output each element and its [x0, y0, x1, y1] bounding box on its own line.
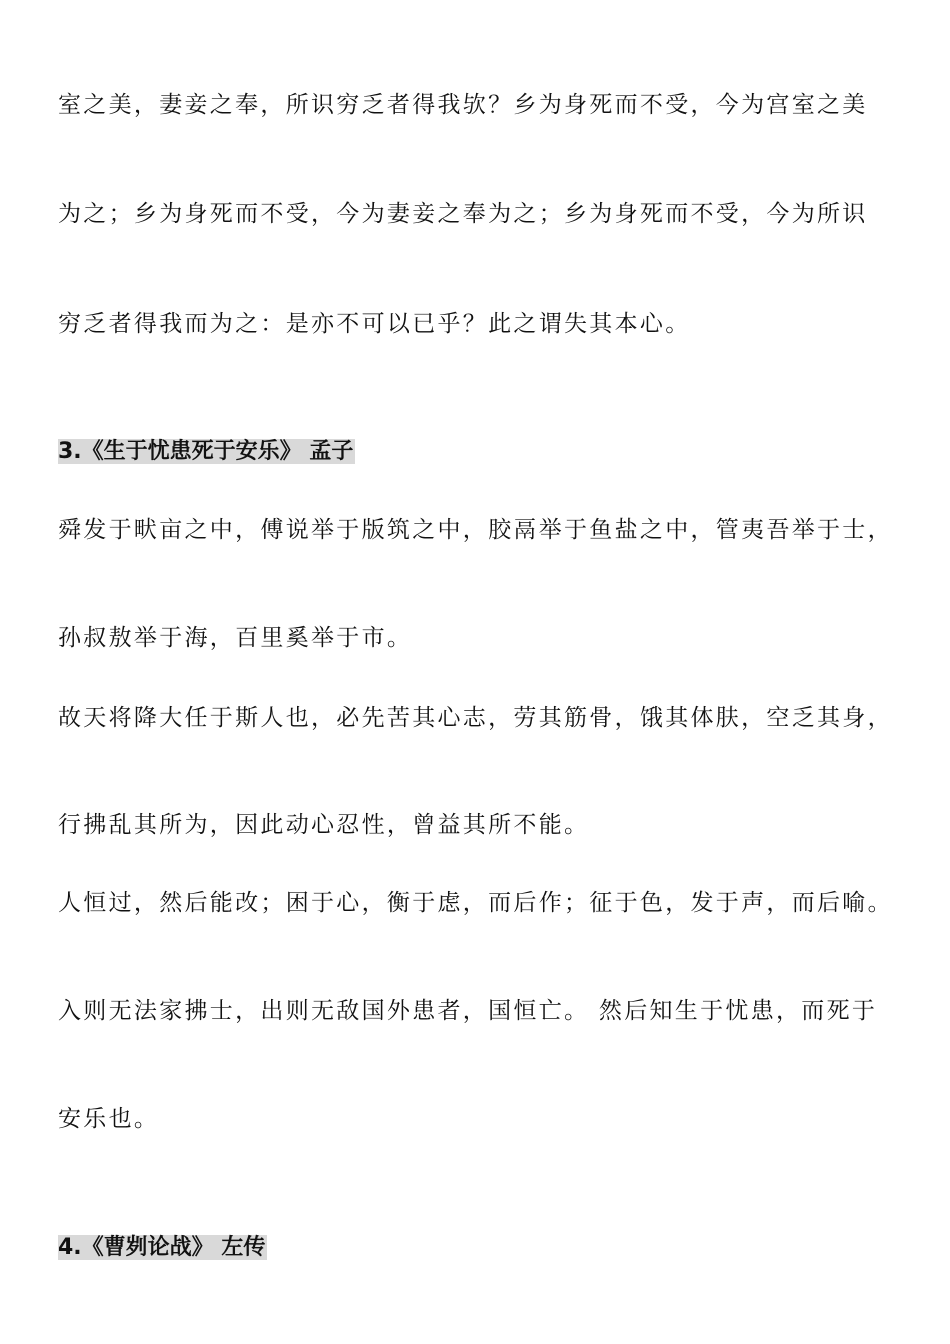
text-line: 室之美，妻妾之奉，所识穷乏者得我欤？乡为身死而不受，今为宫室之美: [58, 92, 868, 118]
text-line: 入则无法家拂士，出则无敌国外患者，国恒亡。 然后知生于忧患，而死于: [58, 998, 878, 1024]
text-line: 穷乏者得我而为之：是亦不可以已乎？此之谓失其本心。: [58, 311, 691, 337]
text-line: 行拂乱其所为，因此动心忍性，曾益其所不能。: [58, 812, 590, 838]
text-line: 人恒过，然后能改；困于心，衡于虑，而后作；征于色，发于声，而后喻。: [58, 890, 893, 916]
text-line: 舜发于畎亩之中，傅说举于版筑之中，胶鬲举于鱼盐之中，管夷吾举于士，: [58, 517, 893, 543]
text-line: 为之；乡为身死而不受，今为妻妾之奉为之；乡为身死而不受，今为所识: [58, 201, 868, 227]
section-heading: [58, 1233, 267, 1263]
section-3-heading: 3.《生于忧患死于安乐》 孟子: [58, 439, 354, 464]
text-line: 孙叔敖举于海，百里奚举于市。: [58, 625, 413, 651]
text-line: 故天将降大任于斯人也，必先苦其心志，劳其筋骨，饿其体肤，空乏其身，: [58, 705, 893, 731]
section-4-heading: 4.《曹刿论战》 左传: [58, 1235, 266, 1260]
section-heading: [58, 437, 355, 467]
text-line: 安乐也。: [58, 1106, 160, 1132]
